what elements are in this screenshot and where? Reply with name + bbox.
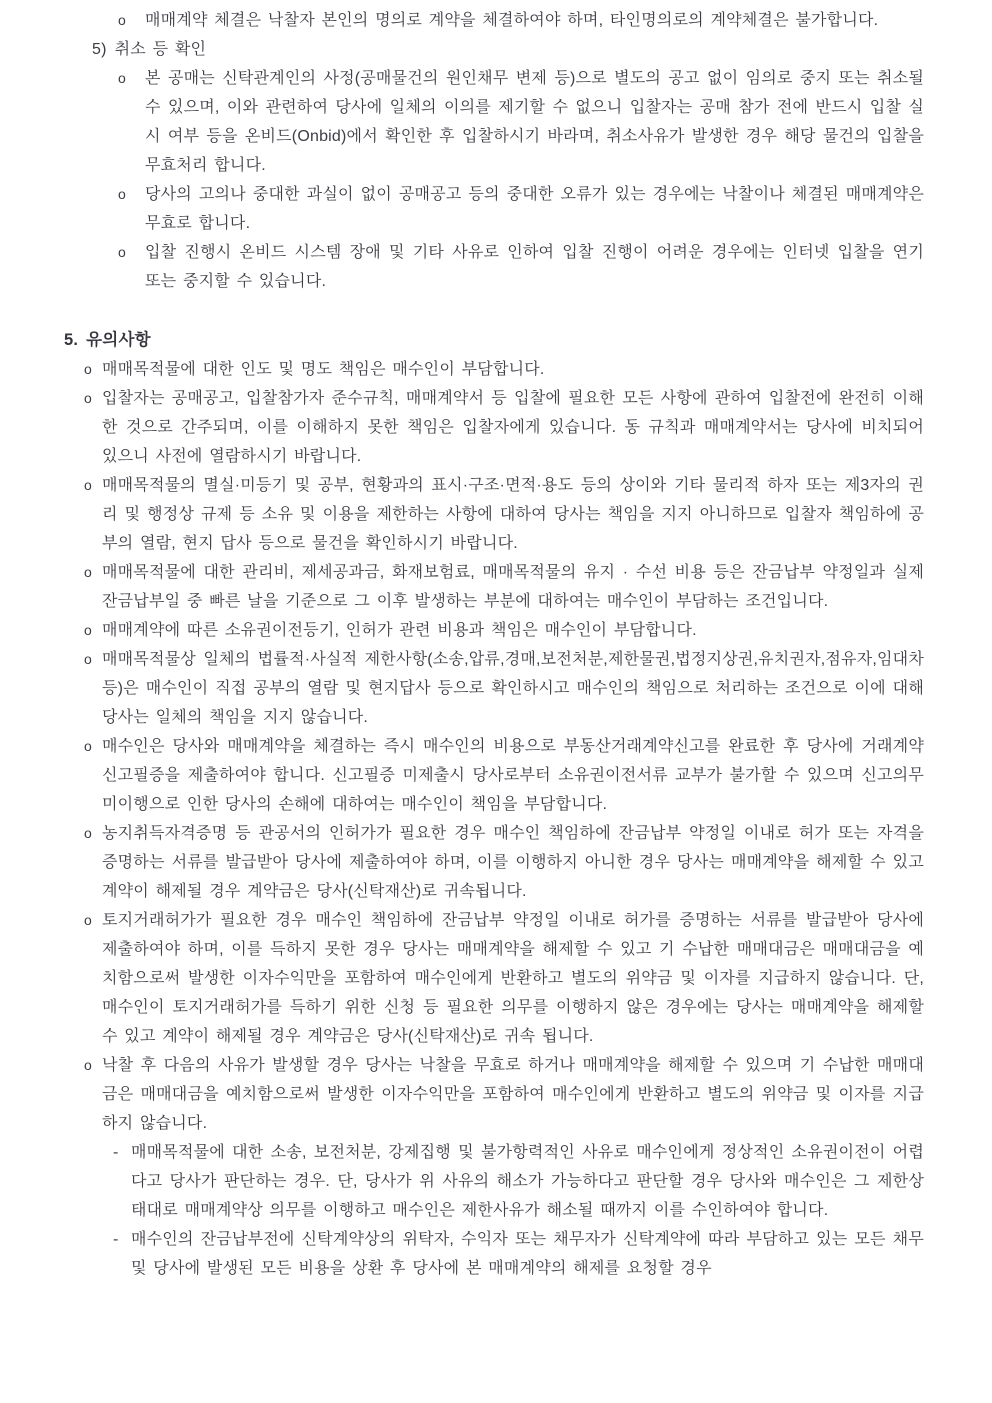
list-item [84, 819, 924, 906]
section-heading [64, 326, 924, 355]
list-item-text: 당사의 고의나 중대한 과실이 없이 공매공고 등의 중대한 오류가 있는 경우에는 낙찰이나 체결된 매매계약은 무효로 합니다. [145, 186, 924, 232]
list-item-text: 토지거래허가가 필요한 경우 매수인 책임하에 잔금납부 약정일 이내로 허가를 증명하는 서류를 발급받아 당사에 제출하여야 하며, 이를 득하지 못한 경우 당사는 매매계약을 해제할 수 있고 기 수납한 매매대금은 매매대금을 예치함으로써 발생한 이자수익만을 포함하여 매수인에게 반환하고 별도의 위약금 및 이자를 지급하지 않습니다. 단, 매수인이 토지거래허가를 득하기 위한 신청 등 필요한 의무를 이행하지 않은 경우에는 당사는 매매계약을 해제할 수 있고 계약이 해제될 경우 계약금은 당사(신탁재산)로 귀속 됩니다. [102, 912, 924, 1045]
list-item-text: 매수인의 잔금납부전에 신탁계약상의 위탁자, 수익자 또는 채무자가 신탁계약에 따라 부담하고 있는 모든 채무 및 당사에 발생된 모든 비용을 상환 후 당사에 본 매매계약의 해제를 요청할 경우 [131, 1231, 924, 1277]
circle-bullet-marker: o [84, 738, 92, 754]
list-item [84, 732, 924, 819]
list-item [118, 6, 924, 35]
list-item [84, 906, 924, 1051]
list-item-text: 매매계약 체결은 낙찰자 본인의 명의로 계약을 체결하여야 하며, 타인명의로의 계약체결은 불가합니다. [145, 12, 879, 29]
circle-bullet-marker: o [84, 651, 92, 667]
list-item-text: 매매목적물에 대한 인도 및 명도 책임은 매수인이 부담합니다. [102, 361, 545, 378]
circle-bullet-marker: o [84, 912, 92, 928]
list-item [118, 180, 924, 238]
list-item-text: 매매목적물상 일체의 법률적·사실적 제한사항(소송,압류,경매,보전처분,제한물권,법정지상권,유치권자,점유자,임대차 등)은 매수인이 직접 공부의 열람 및 현지답사 등으로 확인하시고 매수인의 책임으로 처리하는 조건으로 이에 대해 당사는 일체의 책임을 지지 않습니다. [102, 651, 924, 726]
section-number: 5. [64, 331, 79, 349]
circle-bullet-marker: o [84, 477, 92, 493]
list-item-text: 낙찰 후 다음의 사유가 발생할 경우 당사는 낙찰을 무효로 하거나 매매계약을 해제할 수 있으며 기 수납한 매매대금은 매매대금을 예치함으로써 발생한 이자수익만을 포함하여 매수인에게 반환하고 별도의 위약금 및 이자를 지급하지 않습니다. [102, 1057, 924, 1132]
list-item [113, 1138, 924, 1225]
list-item-text: 농지취득자격증명 등 관공서의 인허가가 필요한 경우 매수인 책임하에 잔금납부 약정일 이내로 허가 또는 자격을 증명하는 서류를 발급받아 당사에 제출하여야 하며, 이를 이행하지 아니한 경우 당사는 매매계약을 해제할 수 있고 계약이 해제될 경우 계약금은 당사(신탁재산)로 귀속됩니다. [102, 825, 924, 900]
section-title: 유의사항 [86, 331, 151, 349]
circle-bullet-marker: o [84, 825, 92, 841]
circle-bullet-marker: o [84, 361, 92, 377]
circle-bullet-marker: o [118, 12, 126, 28]
list-item [84, 645, 924, 732]
list-item [84, 384, 924, 471]
circle-bullet-marker: o [84, 564, 92, 580]
circle-bullet-marker: o [84, 390, 92, 406]
dash-bullet-marker: - [113, 1144, 119, 1161]
list-item-text: 본 공매는 신탁관계인의 사정(공매물건의 원인채무 변제 등)으로 별도의 공고 없이 임의로 중지 또는 취소될 수 있으며, 이와 관련하여 당사에 일체의 이의를 제기할 수 없으니 입찰자는 공매 참가 전에 반드시 입찰 실시 여부 등을 온비드(Onbid)에서 확인한 후 입찰하시기 바라며, 취소사유가 발생한 경우 해당 물건의 입찰을 무효처리 합니다. [145, 70, 924, 174]
list-item [118, 238, 924, 296]
subsection-title: 취소 등 확인 [114, 41, 207, 58]
dash-bullet-marker: - [113, 1231, 119, 1248]
list-item [84, 355, 924, 384]
list-item [118, 64, 924, 180]
list-item-text: 입찰 진행시 온비드 시스템 장애 및 기타 사유로 인하여 입찰 진행이 어려운 경우에는 인터넷 입찰을 연기 또는 중지할 수 있습니다. [145, 244, 924, 290]
list-item [84, 471, 924, 558]
list-item-text: 매매목적물에 대한 소송, 보전처분, 강제집행 및 불가항력적인 사유로 매수인에게 정상적인 소유권이전이 어렵다고 당사가 판단하는 경우. 단, 당사가 위 사유의 해소가 가능하다고 판단할 경우 당사와 매수인은 그 제한상태대로 매매계약상 의무를 이행하고 매수인은 제한사유가 해소될 때까지 이를 수인하여야 합니다. [131, 1144, 924, 1219]
circle-bullet-marker: o [118, 186, 126, 202]
circle-bullet-marker: o [84, 1057, 92, 1073]
list-item [84, 1051, 924, 1138]
circle-bullet-marker: o [118, 70, 126, 86]
subsection-heading [92, 35, 924, 64]
list-item-text: 매매계약에 따른 소유권이전등기, 인허가 관련 비용과 책임은 매수인이 부담합니다. [102, 622, 697, 639]
circle-bullet-marker: o [84, 622, 92, 638]
list-item-text: 매수인은 당사와 매매계약을 체결하는 즉시 매수인의 비용으로 부동산거래계약신고를 완료한 후 당사에 거래계약신고필증을 제출하여야 합니다. 신고필증 미제출시 당사로부터 소유권이전서류 교부가 불가할 수 있으며 신고의무 미이행으로 인한 당사의 손해에 대하여는 매수인이 책임을 부담합니다. [102, 738, 924, 813]
circle-bullet-marker: o [118, 244, 126, 260]
list-item-text: 입찰자는 공매공고, 입찰참가자 준수규칙, 매매계약서 등 입찰에 필요한 모든 사항에 관하여 입찰전에 완전히 이해한 것으로 간주되며, 이를 이해하지 못한 책임은 입찰자에게 있습니다. 동 규칙과 매매계약서는 당사에 비치되어 있으니 사전에 열람하시기 바랍니다. [102, 390, 924, 465]
subsection-number: 5) [92, 41, 107, 58]
list-item-text: 매매목적물의 멸실·미등기 및 공부, 현황과의 표시·구조·면적·용도 등의 상이와 기타 물리적 하자 또는 제3자의 권리 및 행정상 규제 등 소유 및 이용을 제한하는 사항에 대하여 당사는 책임을 지지 아니하므로 입찰자 책임하에 공부의 열람, 현지 답사 등으로 물건을 확인하시기 바랍니다. [102, 477, 924, 552]
list-item-text: 매매목적물에 대한 관리비, 제세공과금, 화재보험료, 매매목적물의 유지 · 수선 비용 등은 잔금납부 약정일과 실제 잔금납부일 중 빠른 날을 기준으로 그 이후 발생하는 부분에 대하여는 매수인이 부담하는 조건입니다. [102, 564, 924, 610]
list-item [84, 616, 924, 645]
list-item [84, 558, 924, 616]
list-item [113, 1225, 924, 1283]
